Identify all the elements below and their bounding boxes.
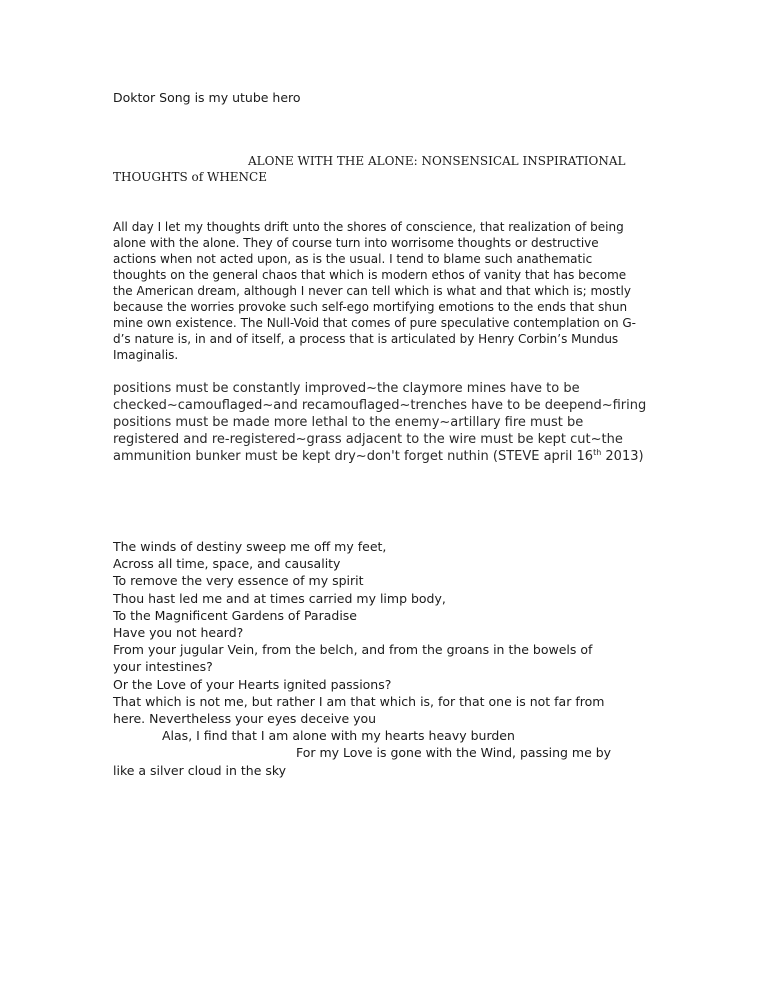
title-line-2: THOUGHTS of WHENCE	[113, 170, 267, 184]
poem	[113, 538, 653, 779]
poem-line: That which is not me, but rather I am that which is, for that one is not far from	[113, 693, 605, 709]
poem-line: Across all time, space, and causality	[113, 556, 341, 572]
poem-line: To remove the very essence of my spirit	[113, 573, 364, 589]
military-note-text: positions must be constantly improved~the claymore mines have to be checked~camouflaged~and recamouflaged~trenches have to be deepend~firing positions must be made more lethal to the enemy~artillary fire must be registered and re-registered~grass adjacent to the wire must be kept cut~the ammunition bunker must be kept dry~don't forget nuthin (STEVE april 16	[113, 381, 647, 464]
poem-line: From your jugular Vein, from the belch, and from the groans in the bowels of	[113, 642, 593, 658]
page-title	[113, 153, 643, 185]
poem-line: Have you not heard?	[113, 625, 244, 641]
intro-paragraph: All day I let my thoughts drift unto the shores of conscience, that realization of being alone with the alone. They of course turn into worrisome thoughts or destructive actions when not acted upon, as is the usual. I tend to blame such anathematic thoughts on the general chaos that which is modern ethos of vanity that has become the American dream, although I never can tell which is what and that which is; mostly because the worries provoke such self-ego mortifying emotions to the ends that shun mine own existence. The Null-Void that comes of pure speculative contemplation on G-d’s nature is, in and of itself, a process that is articulated by Henry Corbin’s Mundus Imaginalis.	[113, 220, 636, 362]
poem-line: here. Nevertheless your eyes deceive you	[113, 711, 377, 727]
poem-line: your intestines?	[113, 659, 213, 675]
hero-line: Doktor Song is my utube hero	[113, 90, 301, 105]
poem-line-indented: Alas, I find that I am alone with my hearts heavy burden	[162, 728, 515, 744]
poem-line: Thou hast led me and at times carried my limp body,	[113, 590, 446, 606]
title-line-1: ALONE WITH THE ALONE: NONSENSICAL INSPIRATIONAL	[248, 154, 626, 168]
poem-line: To the Magnificent Gardens of Paradise	[113, 607, 357, 623]
poem-line-indented: For my Love is gone with the Wind, passing me by	[296, 745, 612, 761]
poem-line: Or the Love of your Hearts ignited passions?	[113, 676, 392, 692]
military-note-tail: 2013)	[601, 449, 644, 464]
poem-line: The winds of destiny sweep me off my feet,	[113, 539, 387, 554]
poem-line: like a silver cloud in the sky	[113, 762, 287, 778]
military-note-superscript: th	[593, 448, 602, 457]
military-note	[113, 380, 653, 465]
